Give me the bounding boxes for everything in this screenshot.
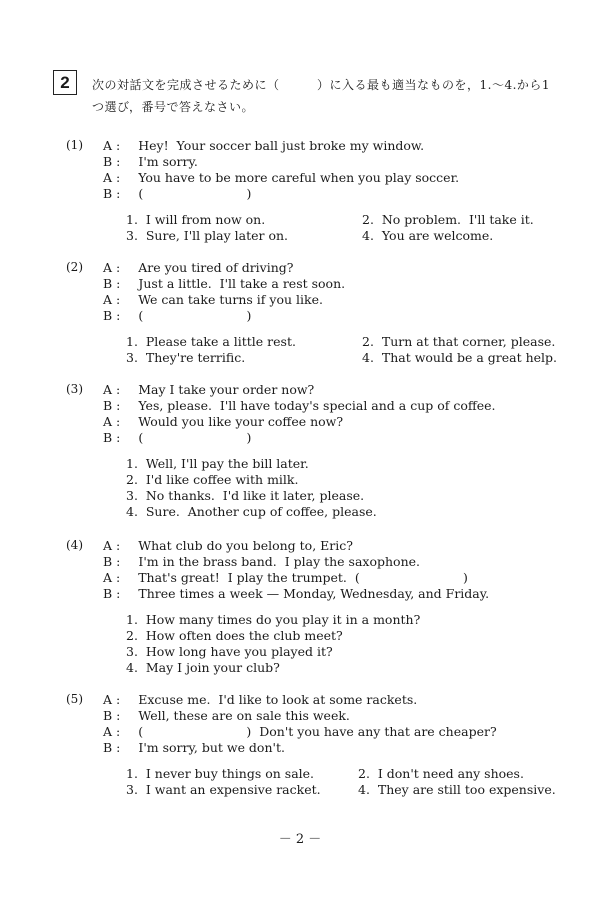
dialogue-line — [103, 398, 496, 413]
option-4: 4. Sure. Another cup of coffee, please. — [126, 504, 377, 519]
option-1: 1. I never buy things on sale. — [126, 766, 315, 781]
speaker-label: B : — [103, 740, 121, 755]
dialogue-text: ( ) — [138, 308, 252, 323]
dialogue-line — [103, 138, 424, 153]
option-3: 3. They're terrific. — [126, 350, 246, 365]
option-3: 3. How long have you played it? — [126, 644, 333, 659]
dialogue-line — [103, 186, 251, 201]
option-3: 3. Sure, I'll play later on. — [126, 228, 289, 243]
speaker-label: B : — [103, 708, 121, 723]
option-2: 2. I don't need any shoes. — [358, 766, 524, 781]
speaker-label: B : — [103, 586, 121, 601]
speaker-label: A : — [103, 170, 121, 185]
speaker-label: B : — [103, 308, 121, 323]
dialogue-text: ( ) Don't you have any that are cheaper? — [138, 724, 497, 739]
speaker-label: A : — [103, 292, 121, 307]
speaker-label: A : — [103, 692, 121, 707]
dialogue-text: ( ) — [138, 186, 252, 201]
speaker-label: A : — [103, 260, 121, 275]
dialogue-text: May I take your order now? — [138, 382, 315, 397]
dialogue-line — [103, 692, 417, 707]
dialogue-text: Are you tired of driving? — [138, 260, 294, 275]
speaker-label: B : — [103, 430, 121, 445]
option-4: 4. You are welcome. — [362, 228, 494, 243]
dialogue-line — [103, 570, 468, 585]
question-number-box: 2 — [53, 70, 77, 95]
dialogue-line — [103, 292, 323, 307]
dialogue-text: Would you like your coffee now? — [138, 414, 344, 429]
page-number: － 2 － — [278, 832, 322, 847]
instructions: 次の対話文を完成させるために（ ）に入る最も適当なものを，1.～4.から1つ選び，番号で答えなさい。 — [92, 78, 551, 114]
dialogue-line — [103, 430, 251, 445]
option-4: 4. May I join your club? — [126, 660, 280, 675]
dialogue-text: We can take turns if you like. — [138, 292, 323, 307]
option-1: 1. How many times do you play it in a month? — [126, 612, 421, 627]
dialogue-line — [103, 586, 489, 601]
dialogue-text: Hey! Your soccer ball just broke my window. — [138, 138, 425, 153]
option-4: 4. They are still too expensive. — [358, 782, 556, 797]
dialogue-line — [103, 382, 314, 397]
dialogue-text: Excuse me. I'd like to look at some rackets. — [138, 692, 418, 707]
option-2: 2. I'd like coffee with milk. — [126, 472, 299, 487]
speaker-label: B : — [103, 154, 121, 169]
speaker-label: A : — [103, 382, 121, 397]
option-2: 2. Turn at that corner, please. — [362, 334, 556, 349]
speaker-label: B : — [103, 398, 121, 413]
dialogue-line — [103, 154, 198, 169]
speaker-label: A : — [103, 570, 121, 585]
dialogue-line — [103, 260, 294, 275]
dialogue-text: ( ) — [138, 430, 252, 445]
option-4: 4. That would be a great help. — [362, 350, 558, 365]
speaker-label: A : — [103, 724, 121, 739]
dialogue-text: Well, these are on sale this week. — [138, 708, 350, 723]
dialogue-text: I'm sorry. — [138, 154, 198, 169]
option-1: 1. Well, I'll pay the bill later. — [126, 456, 309, 471]
option-1: 1. I will from now on. — [126, 212, 266, 227]
speaker-label: B : — [103, 276, 121, 291]
option-3: 3. No thanks. I'd like it later, please. — [126, 488, 365, 503]
option-2: 2. No problem. I'll take it. — [362, 212, 534, 227]
speaker-label: A : — [103, 138, 121, 153]
speaker-label: B : — [103, 554, 121, 569]
dialogue-line — [103, 554, 420, 569]
dialogue-text: Just a little. I'll take a rest soon. — [138, 276, 346, 291]
dialogue-line — [103, 708, 350, 723]
dialogue-line — [103, 276, 345, 291]
dialogue-text: I'm in the brass band. I play the saxophone. — [138, 554, 420, 569]
dialogue-line — [103, 414, 343, 429]
dialogue-line — [103, 538, 353, 553]
dialogue-line — [103, 724, 497, 739]
dialogue-text: What club do you belong to, Eric? — [138, 538, 353, 553]
dialogue-text: Three times a week — Monday, Wednesday, and Friday. — [138, 586, 490, 601]
option-3: 3. I want an expensive racket. — [126, 782, 321, 797]
option-2: 2. How often does the club meet? — [126, 628, 343, 643]
speaker-label: A : — [103, 538, 121, 553]
speaker-label: B : — [103, 186, 121, 201]
dialogue-text: You have to be more careful when you play soccer. — [138, 170, 460, 185]
question-label: (4) — [66, 538, 83, 552]
dialogue-line — [103, 308, 251, 323]
option-1: 1. Please take a little rest. — [126, 334, 296, 349]
question-label: (2) — [66, 260, 83, 274]
dialogue-text: I'm sorry, but we don't. — [138, 740, 285, 755]
dialogue-line — [103, 740, 285, 755]
dialogue-text: Yes, please. I'll have today's special and a cup of coffee. — [138, 398, 496, 413]
speaker-label: A : — [103, 414, 121, 429]
dialogue-text: That's great! I play the trumpet. ( ) — [138, 570, 468, 585]
question-label: (5) — [66, 692, 83, 706]
question-label: (1) — [66, 138, 83, 152]
dialogue-line — [103, 170, 459, 185]
question-label: (3) — [66, 382, 83, 396]
